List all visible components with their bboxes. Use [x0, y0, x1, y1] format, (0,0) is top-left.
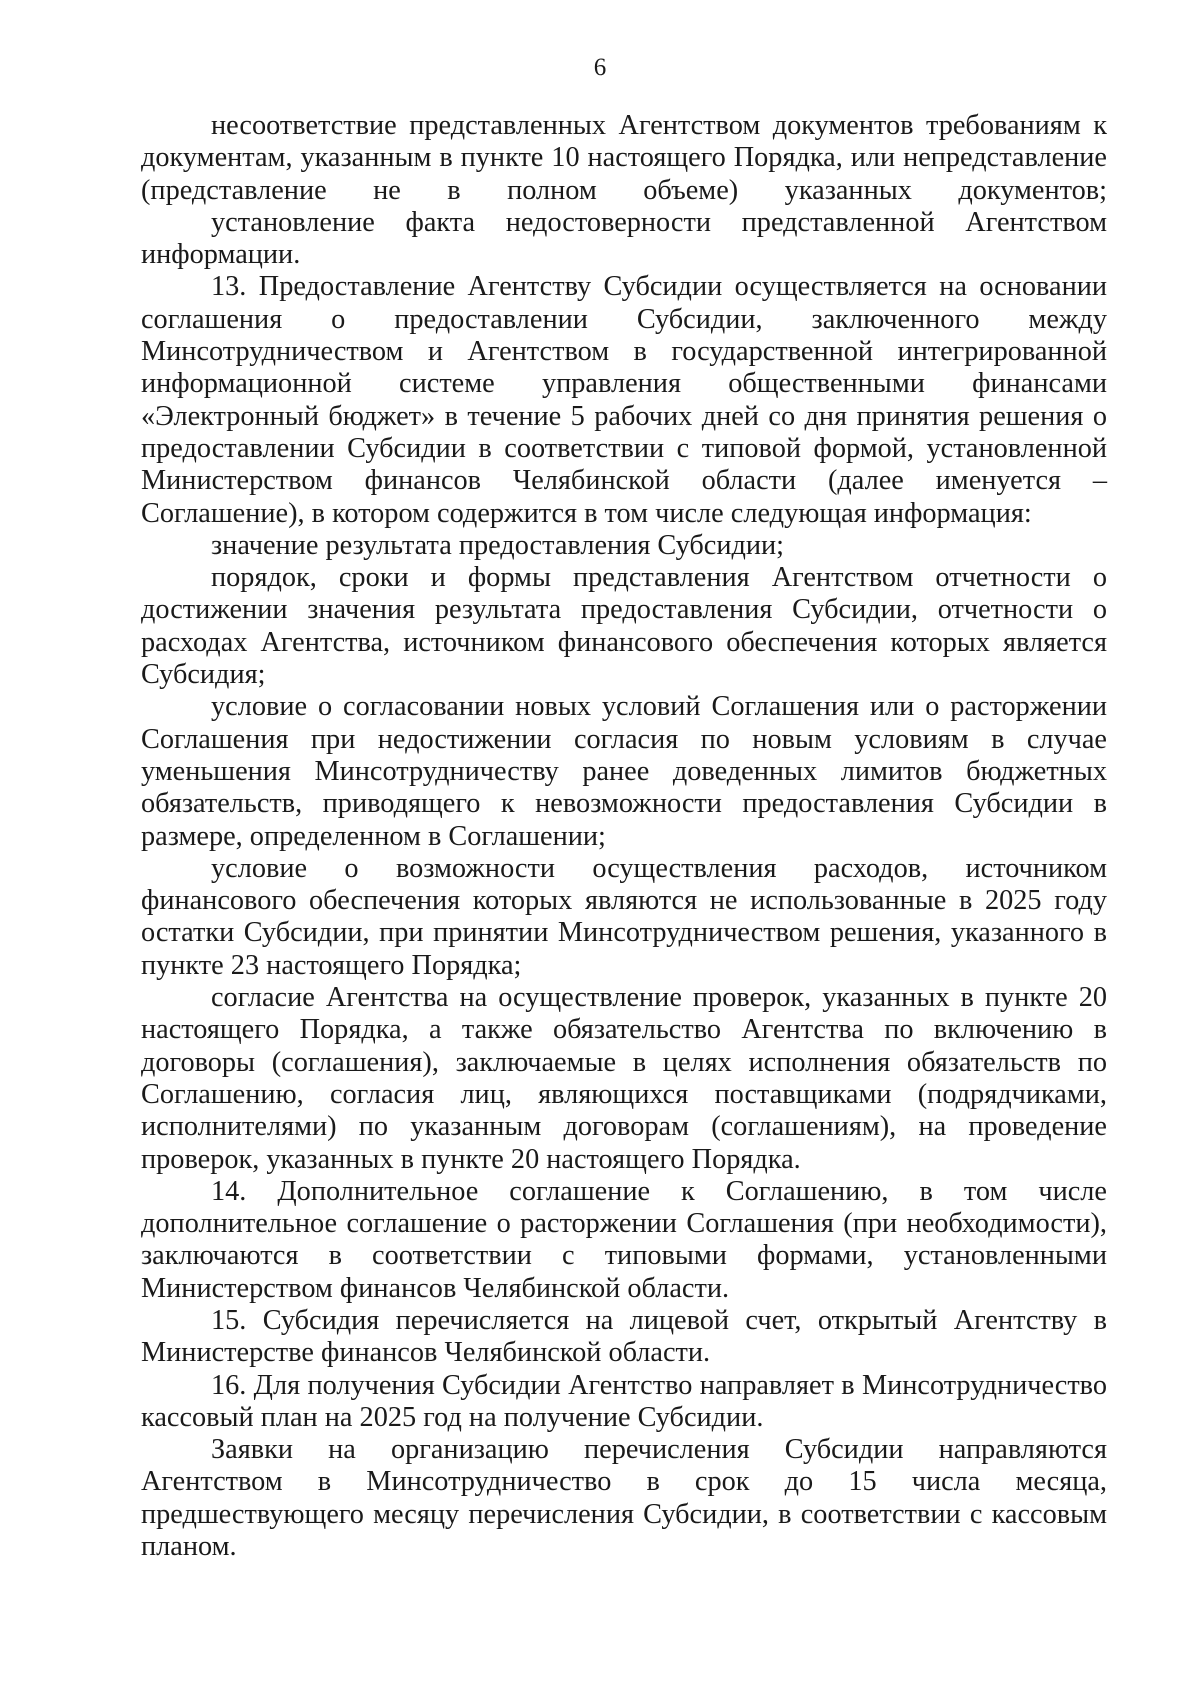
paragraph-unused-balances: условие о возможности осуществления расходов, источником финансового обеспечения которых являются не использованные в 2025 году остатки Субсидии, при принятии Минсотрудничеством решения, указанного в пункте 23 настоящего Порядка;	[141, 852, 1107, 981]
paragraph-result-value: значение результата предоставления Субсидии;	[211, 529, 785, 561]
page-number: 6	[593, 54, 607, 81]
paragraph-reporting: порядок, сроки и формы представления Агентством отчетности о достижении значения результата предоставления Субсидии, отчетности о расходах Агентства, источником финансового обеспечения которых является Субсидия;	[141, 562, 1107, 691]
paragraph-false-information: установление факта недостоверности представленной Агентством информации.	[141, 206, 1107, 271]
paragraph-item-13: 13. Предоставление Агентству Субсидии осуществляется на основании соглашения о предоставлении Субсидии, заключенного между Минсотрудничеством и Агентством в государственной интегрированной информационной системе управления общественными финансами «Электронный бюджет» в течение 5 рабочих дней со дня принятия решения о предоставлении Субсидии в соответствии с типовой формой, установленной Министерством финансов Челябинской области (далее именуется – Соглашение), в котором содержится в том числе следующая информация:	[141, 271, 1107, 529]
paragraph-item-15: 15. Субсидия перечисляется на лицевой счет, открытый Агентству в Министерстве финансов Челябинской области.	[141, 1304, 1107, 1369]
paragraph-item-16: 16. Для получения Субсидии Агентство направляет в Минсотрудничество кассовый план на 2025 год на получение Субсидии.	[141, 1369, 1107, 1433]
paragraph-nonconformity: несоответствие представленных Агентством документов требованиям к документам, указанным в пункте 10 настоящего Порядка, или непредставление (представление не в полном объеме) указанных документов;	[141, 110, 1107, 206]
paragraph-requests: Заявки на организацию перечисления Субсидии направляются Агентством в Минсотрудничество в срок до 15 числа месяца, предшествующего месяцу перечисления Субсидии, в соответствии с кассовым планом.	[141, 1434, 1107, 1563]
paragraph-audit-consent: согласие Агентства на осуществление проверок, указанных в пункте 20 настоящего Порядка, а также обязательство Агентства по включению в договоры (соглашения), заключаемые в целях исполнения обязательств по Соглашению, согласия лиц, являющихся поставщиками (подрядчиками, исполнителями) по указанным договорам (соглашениям), на проведение проверок, указанных в пункте 20 настоящего Порядка.	[141, 982, 1107, 1175]
paragraph-item-14: 14. Дополнительное соглашение к Соглашению, в том числе дополнительное соглашение о расторжении Соглашения (при необходимости), заключаются в соответствии с типовыми формами, установленными Министерством финансов Челябинской области.	[141, 1175, 1107, 1304]
document-body	[141, 110, 1107, 1563]
paragraph-new-conditions: условие о согласовании новых условий Соглашения или о расторжении Соглашения при недостижении согласия по новым условиям в случае уменьшения Минсотрудничеству ранее доведенных лимитов бюджетных обязательств, приводящего к невозможности предоставления Субсидии в размере, определенном в Соглашении;	[141, 691, 1107, 852]
